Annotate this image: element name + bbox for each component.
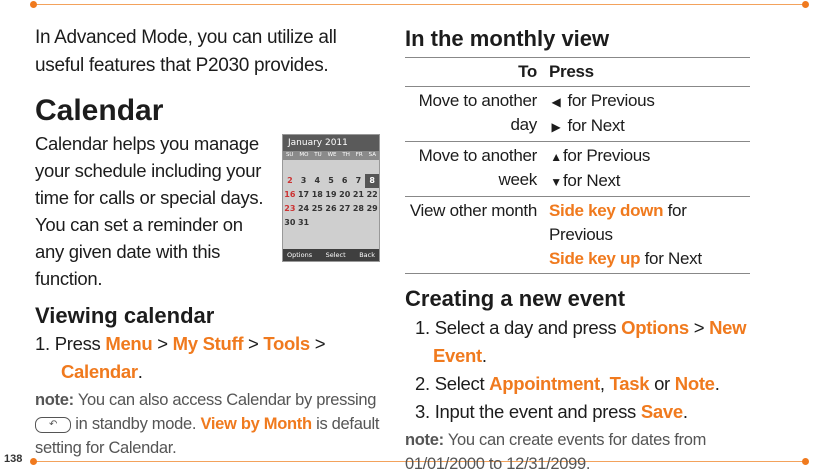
note-keyword: Note bbox=[674, 373, 715, 394]
table-row: View other month Side key down for Previous Side key up for Next bbox=[405, 197, 750, 274]
up-arrow-icon: ▲ bbox=[550, 150, 562, 164]
top-rule bbox=[34, 4, 805, 5]
down-arrow-icon: ▼ bbox=[550, 175, 562, 189]
right-arrow-icon: ▶ bbox=[551, 120, 561, 134]
creating-step-2: 2. Select Appointment, Task or Note. bbox=[415, 373, 720, 394]
phone-month-title: January 2011 bbox=[283, 135, 379, 151]
creating-step-3: 3. Input the event and press Save. bbox=[415, 401, 688, 422]
my-stuff-keyword: My Stuff bbox=[172, 333, 244, 354]
bottom-rule-dot-right bbox=[802, 458, 809, 465]
creating-event-heading: Creating a new event bbox=[405, 286, 626, 311]
creating-note: note: You can create events for dates from 01/01/2000 to 12/31/2099. bbox=[405, 431, 707, 473]
menu-keyword: Menu bbox=[105, 333, 153, 354]
viewing-calendar-heading: Viewing calendar bbox=[35, 303, 215, 328]
calendar-description: Calendar helps you manage your schedule including your time for calls or special days. You can set a reminder on any given date with this function. bbox=[35, 133, 264, 289]
creating-step-1: 1. Select a day and press Options > New Event. bbox=[415, 317, 747, 366]
back-key-icon: ↶ bbox=[35, 417, 71, 433]
col-header-press: Press bbox=[549, 62, 594, 81]
options-keyword: Options bbox=[621, 317, 689, 338]
top-rule-dot-left bbox=[30, 1, 37, 8]
viewing-step-1: 1. Press Menu > My Stuff > Tools > Calendar. bbox=[35, 333, 326, 382]
table-header-row bbox=[405, 58, 750, 87]
table-row: Move to another week ▲for Previous ▼for Next bbox=[405, 142, 750, 197]
appointment-keyword: Appointment bbox=[489, 373, 600, 394]
left-arrow-icon: ◀ bbox=[551, 95, 561, 109]
phone-softkey-bar: Options Select Back bbox=[283, 249, 379, 261]
view-by-month-keyword: View by Month bbox=[200, 415, 312, 433]
side-key-up-keyword: Side key up bbox=[549, 249, 641, 268]
right-column bbox=[405, 24, 750, 476]
phone-day-headers: SU MO TU WE TH FR SA bbox=[283, 151, 379, 160]
intro-paragraph: In Advanced Mode, you can utilize all useful features that P2030 provides. bbox=[35, 27, 337, 76]
new-event-keyword: New Event bbox=[433, 317, 747, 366]
col-header-to: To bbox=[518, 62, 537, 81]
phone-calendar-screenshot bbox=[282, 134, 380, 262]
task-keyword: Task bbox=[609, 373, 650, 394]
monthly-view-table bbox=[405, 57, 750, 274]
tools-keyword: Tools bbox=[263, 333, 310, 354]
save-keyword: Save bbox=[640, 401, 683, 422]
phone-date-grid: 2 3 4 5 6 7 8 16 17 18 19 20 21 22 23 24 25 26 27 28 29 30 31 bbox=[284, 176, 378, 227]
top-rule-dot-right bbox=[802, 1, 809, 8]
side-key-down-keyword: Side key down bbox=[549, 201, 664, 220]
monthly-view-heading: In the monthly view bbox=[405, 26, 610, 51]
calendar-heading: Calendar bbox=[35, 94, 164, 127]
table-row: Move to another day ◀ for Previous ▶ for Next bbox=[405, 87, 750, 142]
page-number: 138 bbox=[4, 453, 23, 465]
calendar-keyword: Calendar bbox=[61, 361, 138, 382]
viewing-note: note: You can also access Calendar by pressing ↶ in standby mode. View by Month is default setting for Calendar. bbox=[35, 391, 380, 457]
